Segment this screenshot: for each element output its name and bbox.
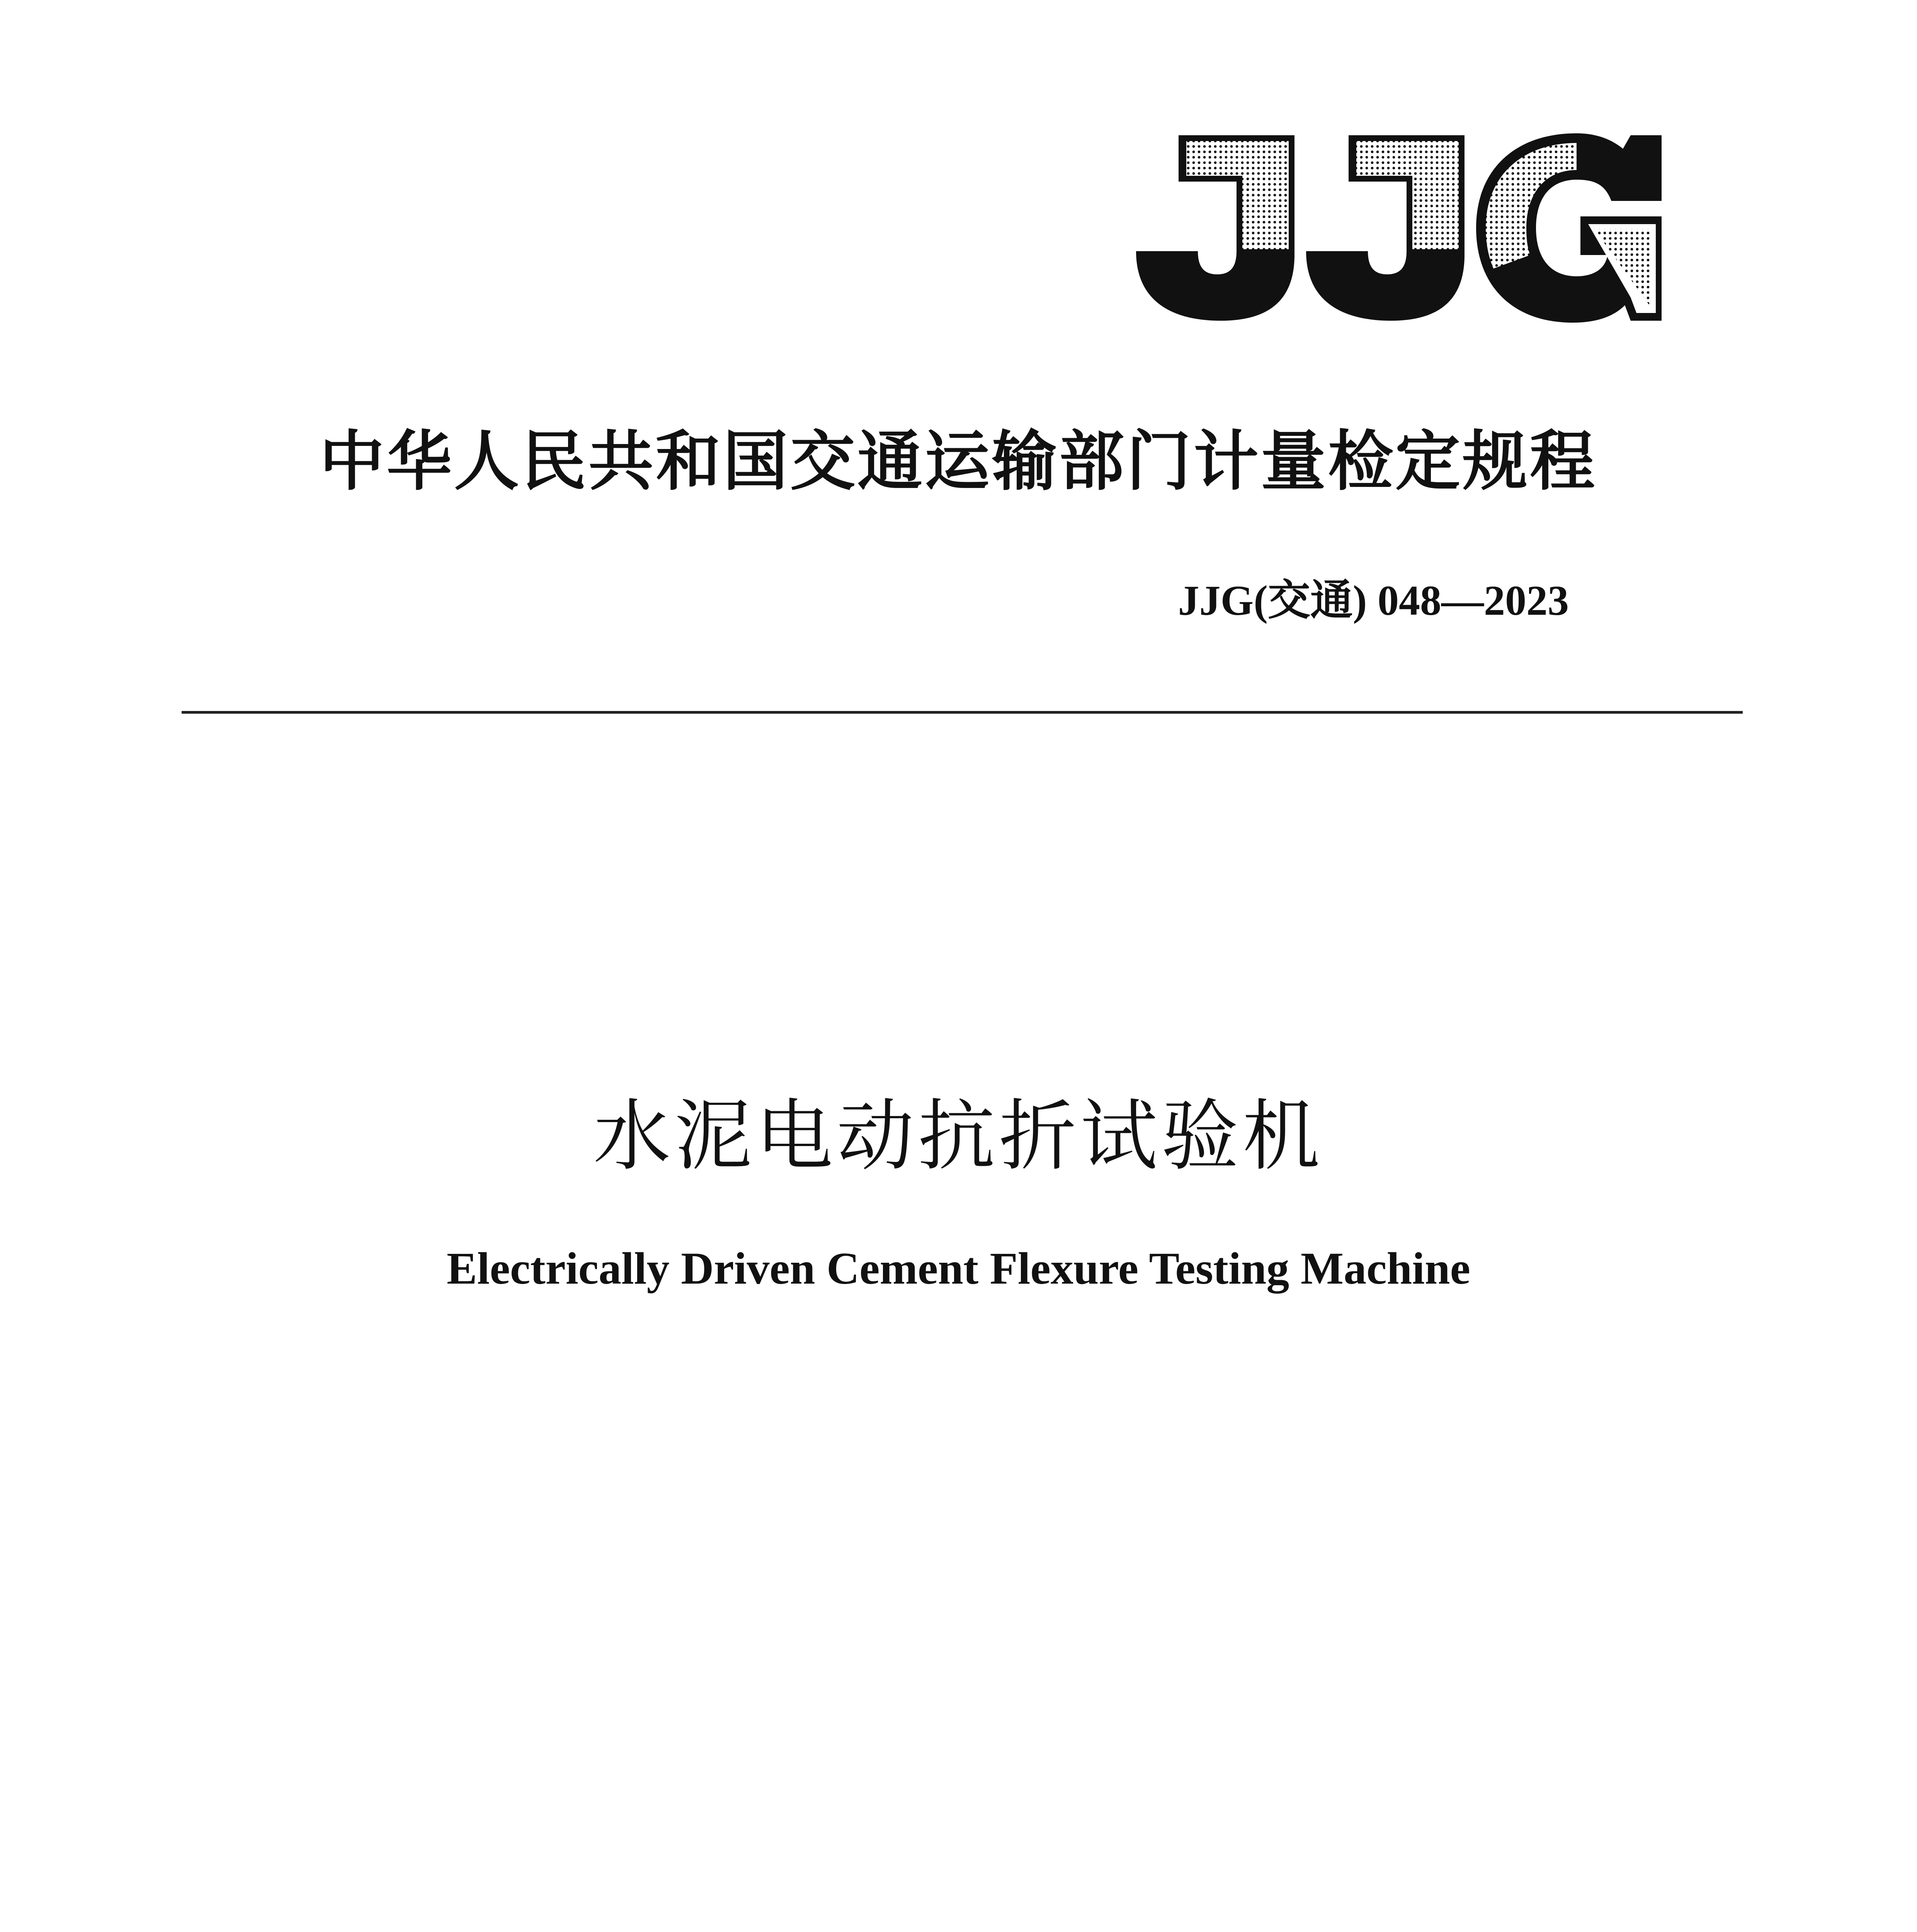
series-title: 中华人民共和国交通运输部门计量检定规程 <box>320 423 1597 499</box>
jjg-logo <box>1121 128 1669 328</box>
standard-number: JJG(交通) 048—2023 <box>1178 577 1569 624</box>
top-divider <box>182 711 1743 714</box>
document-title-zh: 水泥电动抗折试验机 <box>593 1091 1324 1181</box>
document-title-en: Electrically Driven Cement Flexure Testing Machine <box>446 1243 1471 1294</box>
